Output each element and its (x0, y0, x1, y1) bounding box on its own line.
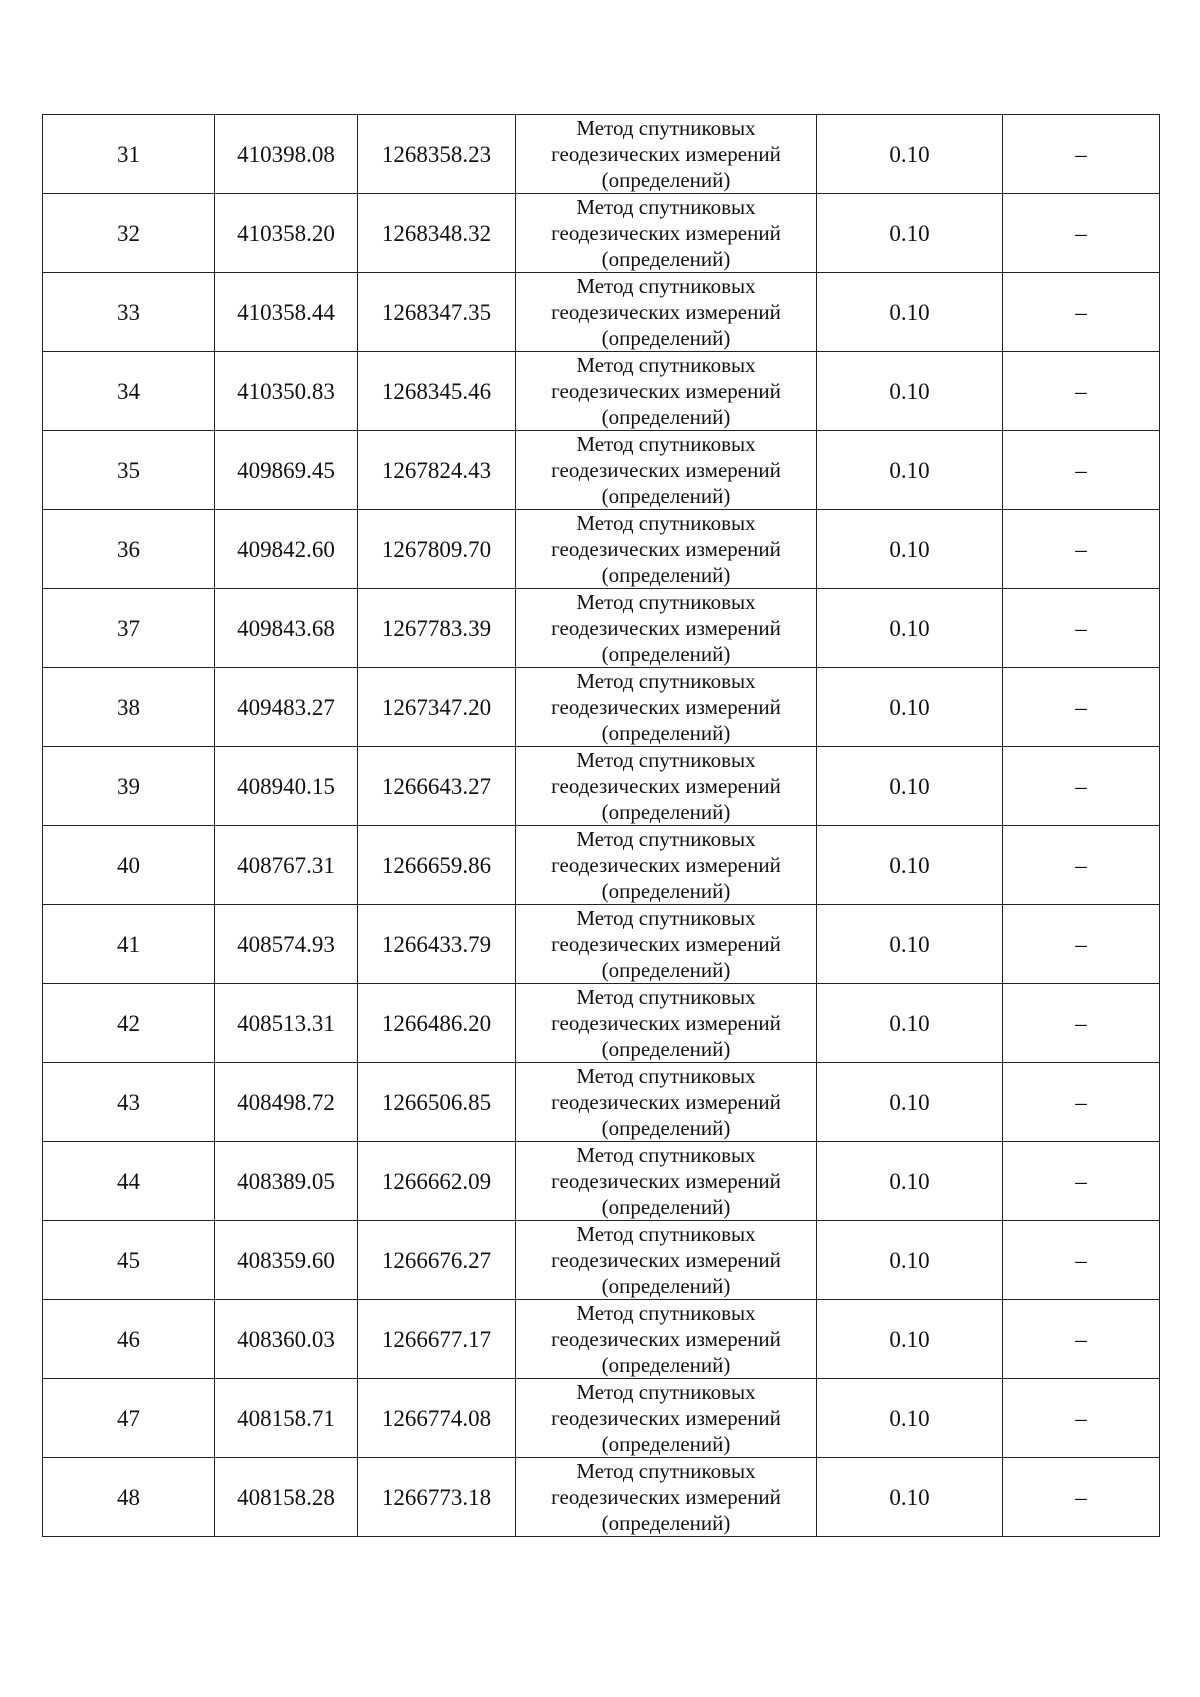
point-number-cell: 34 (43, 352, 215, 431)
point-number-cell: 33 (43, 273, 215, 352)
method-line: (определений) (601, 879, 731, 903)
note-cell: – (1003, 510, 1160, 589)
method-line: геодезических измерений (551, 1090, 781, 1114)
y-coordinate-cell: 1266486.20 (358, 984, 516, 1063)
point-number-cell: 41 (43, 905, 215, 984)
point-number-cell: 38 (43, 668, 215, 747)
method-line: геодезических измерений (551, 932, 781, 956)
x-coordinate-cell: 410398.08 (215, 115, 358, 194)
accuracy-cell: 0.10 (817, 668, 1003, 747)
method-line: (определений) (601, 405, 731, 429)
note-cell: – (1003, 1221, 1160, 1300)
method-cell (516, 826, 817, 905)
method-cell (516, 589, 817, 668)
note-cell: – (1003, 1379, 1160, 1458)
method-line: геодезических измерений (551, 1011, 781, 1035)
coordinates-table (42, 114, 1160, 1537)
method-cell (516, 1458, 817, 1537)
method-line: геодезических измерений (551, 1406, 781, 1430)
x-coordinate-cell: 408158.28 (215, 1458, 358, 1537)
table-row (43, 352, 1160, 431)
method-line: (определений) (601, 563, 731, 587)
accuracy-cell: 0.10 (817, 273, 1003, 352)
point-number-cell: 46 (43, 1300, 215, 1379)
method-line: Метод спутниковых (576, 274, 756, 298)
method-line: геодезических измерений (551, 695, 781, 719)
accuracy-cell: 0.10 (817, 1221, 1003, 1300)
method-cell (516, 984, 817, 1063)
note-cell: – (1003, 115, 1160, 194)
method-line: геодезических измерений (551, 1248, 781, 1272)
method-line: Метод спутниковых (576, 748, 756, 772)
accuracy-cell: 0.10 (817, 1300, 1003, 1379)
method-line: Метод спутниковых (576, 1064, 756, 1088)
y-coordinate-cell: 1266506.85 (358, 1063, 516, 1142)
method-line: (определений) (601, 1037, 731, 1061)
accuracy-cell: 0.10 (817, 115, 1003, 194)
method-line: (определений) (601, 1116, 731, 1140)
table-row (43, 905, 1160, 984)
method-line: геодезических измерений (551, 1327, 781, 1351)
accuracy-cell: 0.10 (817, 747, 1003, 826)
method-cell (516, 1142, 817, 1221)
method-line: геодезических измерений (551, 1169, 781, 1193)
note-cell: – (1003, 826, 1160, 905)
method-line: (определений) (601, 642, 731, 666)
table-row (43, 668, 1160, 747)
method-line: Метод спутниковых (576, 195, 756, 219)
x-coordinate-cell: 408940.15 (215, 747, 358, 826)
accuracy-cell: 0.10 (817, 431, 1003, 510)
method-line: Метод спутниковых (576, 511, 756, 535)
x-coordinate-cell: 409842.60 (215, 510, 358, 589)
method-cell (516, 905, 817, 984)
table-row (43, 115, 1160, 194)
y-coordinate-cell: 1266433.79 (358, 905, 516, 984)
x-coordinate-cell: 409483.27 (215, 668, 358, 747)
note-cell: – (1003, 905, 1160, 984)
point-number-cell: 47 (43, 1379, 215, 1458)
table-row (43, 1300, 1160, 1379)
method-line: Метод спутниковых (576, 1459, 756, 1483)
x-coordinate-cell: 410358.44 (215, 273, 358, 352)
method-line: Метод спутниковых (576, 1222, 756, 1246)
x-coordinate-cell: 409869.45 (215, 431, 358, 510)
accuracy-cell: 0.10 (817, 1063, 1003, 1142)
x-coordinate-cell: 408513.31 (215, 984, 358, 1063)
method-line: (определений) (601, 168, 731, 192)
point-number-cell: 44 (43, 1142, 215, 1221)
method-line: Метод спутниковых (576, 116, 756, 140)
accuracy-cell: 0.10 (817, 510, 1003, 589)
method-cell (516, 1063, 817, 1142)
method-line: Метод спутниковых (576, 1380, 756, 1404)
point-number-cell: 40 (43, 826, 215, 905)
x-coordinate-cell: 410350.83 (215, 352, 358, 431)
method-cell (516, 194, 817, 273)
x-coordinate-cell: 410358.20 (215, 194, 358, 273)
method-line: (определений) (601, 1511, 731, 1535)
method-line: геодезических измерений (551, 142, 781, 166)
method-line: Метод спутниковых (576, 1301, 756, 1325)
accuracy-cell: 0.10 (817, 826, 1003, 905)
method-line: геодезических измерений (551, 774, 781, 798)
point-number-cell: 31 (43, 115, 215, 194)
y-coordinate-cell: 1266662.09 (358, 1142, 516, 1221)
y-coordinate-cell: 1268358.23 (358, 115, 516, 194)
table-row (43, 1221, 1160, 1300)
method-line: (определений) (601, 800, 731, 824)
note-cell: – (1003, 1142, 1160, 1221)
method-line: (определений) (601, 484, 731, 508)
method-line: геодезических измерений (551, 221, 781, 245)
accuracy-cell: 0.10 (817, 589, 1003, 668)
method-line: (определений) (601, 247, 731, 271)
y-coordinate-cell: 1266676.27 (358, 1221, 516, 1300)
point-number-cell: 32 (43, 194, 215, 273)
x-coordinate-cell: 408359.60 (215, 1221, 358, 1300)
accuracy-cell: 0.10 (817, 1458, 1003, 1537)
method-line: геодезических измерений (551, 853, 781, 877)
accuracy-cell: 0.10 (817, 1142, 1003, 1221)
method-line: Метод спутниковых (576, 590, 756, 614)
x-coordinate-cell: 408498.72 (215, 1063, 358, 1142)
table-row (43, 1379, 1160, 1458)
note-cell: – (1003, 352, 1160, 431)
table-row (43, 984, 1160, 1063)
method-line: Метод спутниковых (576, 827, 756, 851)
x-coordinate-cell: 408574.93 (215, 905, 358, 984)
y-coordinate-cell: 1266774.08 (358, 1379, 516, 1458)
accuracy-cell: 0.10 (817, 352, 1003, 431)
method-line: Метод спутниковых (576, 432, 756, 456)
table-row (43, 510, 1160, 589)
coordinates-table-body (43, 115, 1160, 1537)
table-row (43, 589, 1160, 668)
method-line: геодезических измерений (551, 616, 781, 640)
note-cell: – (1003, 194, 1160, 273)
table-row (43, 194, 1160, 273)
method-line: (определений) (601, 721, 731, 745)
x-coordinate-cell: 408389.05 (215, 1142, 358, 1221)
point-number-cell: 43 (43, 1063, 215, 1142)
note-cell: – (1003, 747, 1160, 826)
point-number-cell: 39 (43, 747, 215, 826)
x-coordinate-cell: 408158.71 (215, 1379, 358, 1458)
y-coordinate-cell: 1268348.32 (358, 194, 516, 273)
method-line: Метод спутниковых (576, 1143, 756, 1167)
method-cell (516, 115, 817, 194)
x-coordinate-cell: 408360.03 (215, 1300, 358, 1379)
method-line: (определений) (601, 958, 731, 982)
point-number-cell: 37 (43, 589, 215, 668)
note-cell: – (1003, 431, 1160, 510)
note-cell: – (1003, 984, 1160, 1063)
note-cell: – (1003, 273, 1160, 352)
method-cell (516, 510, 817, 589)
method-cell (516, 352, 817, 431)
y-coordinate-cell: 1268347.35 (358, 273, 516, 352)
method-line: Метод спутниковых (576, 353, 756, 377)
y-coordinate-cell: 1267783.39 (358, 589, 516, 668)
x-coordinate-cell: 409843.68 (215, 589, 358, 668)
accuracy-cell: 0.10 (817, 194, 1003, 273)
table-row (43, 1142, 1160, 1221)
method-line: (определений) (601, 1432, 731, 1456)
note-cell: – (1003, 1063, 1160, 1142)
point-number-cell: 48 (43, 1458, 215, 1537)
method-line: (определений) (601, 1353, 731, 1377)
point-number-cell: 45 (43, 1221, 215, 1300)
note-cell: – (1003, 589, 1160, 668)
method-cell (516, 273, 817, 352)
method-line: геодезических измерений (551, 458, 781, 482)
table-row (43, 273, 1160, 352)
method-cell (516, 1379, 817, 1458)
note-cell: – (1003, 1458, 1160, 1537)
method-line: Метод спутниковых (576, 906, 756, 930)
method-line: Метод спутниковых (576, 985, 756, 1009)
table-row (43, 747, 1160, 826)
table-row (43, 431, 1160, 510)
method-line: геодезических измерений (551, 537, 781, 561)
y-coordinate-cell: 1267824.43 (358, 431, 516, 510)
method-line: Метод спутниковых (576, 669, 756, 693)
y-coordinate-cell: 1266677.17 (358, 1300, 516, 1379)
point-number-cell: 35 (43, 431, 215, 510)
method-cell (516, 1300, 817, 1379)
point-number-cell: 36 (43, 510, 215, 589)
method-line: (определений) (601, 326, 731, 350)
y-coordinate-cell: 1266659.86 (358, 826, 516, 905)
y-coordinate-cell: 1267809.70 (358, 510, 516, 589)
accuracy-cell: 0.10 (817, 1379, 1003, 1458)
x-coordinate-cell: 408767.31 (215, 826, 358, 905)
accuracy-cell: 0.10 (817, 905, 1003, 984)
method-line: геодезических измерений (551, 379, 781, 403)
y-coordinate-cell: 1267347.20 (358, 668, 516, 747)
y-coordinate-cell: 1266643.27 (358, 747, 516, 826)
point-number-cell: 42 (43, 984, 215, 1063)
method-line: (определений) (601, 1274, 731, 1298)
table-row (43, 1458, 1160, 1537)
method-line: геодезических измерений (551, 300, 781, 324)
y-coordinate-cell: 1266773.18 (358, 1458, 516, 1537)
table-row (43, 1063, 1160, 1142)
accuracy-cell: 0.10 (817, 984, 1003, 1063)
note-cell: – (1003, 668, 1160, 747)
method-cell (516, 668, 817, 747)
method-cell (516, 431, 817, 510)
method-line: (определений) (601, 1195, 731, 1219)
method-cell (516, 1221, 817, 1300)
table-row (43, 826, 1160, 905)
y-coordinate-cell: 1268345.46 (358, 352, 516, 431)
method-cell (516, 747, 817, 826)
method-line: геодезических измерений (551, 1485, 781, 1509)
note-cell: – (1003, 1300, 1160, 1379)
